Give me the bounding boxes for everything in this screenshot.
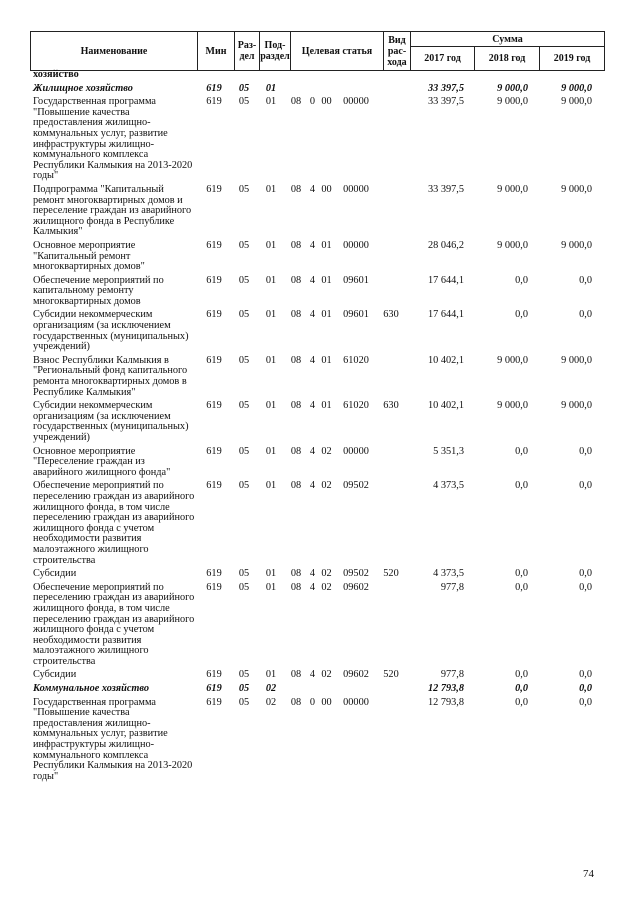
row-target-program: 08 (290, 480, 302, 492)
row-sum-2019: 0,0 (579, 445, 592, 457)
row-target-program: 08 (290, 669, 302, 681)
row-target-subprogram: 4 (309, 669, 316, 681)
header-2017: 2017 год (411, 47, 475, 71)
row-sum-2017: 4 373,5 (433, 568, 464, 580)
row-target-subprogram: 0 (309, 96, 316, 108)
row-sum-2018: 0,0 (515, 445, 528, 457)
header-min: Мин (198, 32, 235, 71)
row-target-direction: 00000 (343, 696, 369, 708)
header-razdel: Раз- дел (235, 32, 260, 71)
row-min: 619 (206, 309, 222, 321)
row-target-event: 02 (321, 568, 332, 580)
row-name: хозяйство (33, 69, 79, 80)
row-sum-2018: 9 000,0 (497, 354, 528, 366)
table-row (33, 356, 592, 401)
row-name: Подпрограмма "Капитальный ремонт многоквартирных домов и переселение граждан из аварийного жилищного фонда в Республике Калмыкия" (33, 183, 192, 238)
row-name: Коммунальное хозяйство (33, 683, 150, 695)
row-min: 619 (206, 568, 222, 580)
row-target-direction: 00000 (343, 183, 369, 195)
row-target-program: 08 (290, 274, 302, 286)
row-podrazdel: 02 (265, 696, 277, 708)
row-target-event: 02 (321, 669, 332, 681)
header-podrazdel: Под- раздел (260, 32, 291, 71)
row-expense-type (378, 70, 404, 84)
row-razdel: 05 (238, 683, 250, 695)
header-target: Целевая статья (291, 32, 384, 71)
row-sum-2018: 9 000,0 (497, 183, 528, 195)
row-min: 619 (206, 400, 222, 412)
row-target-subprogram (306, 84, 319, 98)
row-razdel: 05 (238, 354, 250, 366)
row-razdel: 05 (238, 669, 250, 681)
row-min (196, 70, 232, 84)
row-podrazdel: 01 (265, 581, 277, 593)
table-row (33, 97, 592, 185)
row-target-program (286, 70, 306, 84)
table-row (33, 185, 592, 241)
row-name: Основное мероприятие "Переселение граждан из аварийного жилищного фонда" (33, 445, 171, 478)
row-target-direction (334, 684, 378, 698)
row-sum-2017: 12 793,8 (427, 696, 464, 708)
table-row (33, 569, 592, 583)
row-target-event: 01 (321, 239, 332, 251)
row-sum-2018: 0,0 (515, 683, 528, 695)
row-sum-2019: 9 000,0 (561, 96, 592, 108)
row-min: 619 (206, 581, 222, 593)
row-sum-2019: 9 000,0 (561, 354, 592, 366)
row-name: Жилищное хозяйство (33, 82, 133, 94)
row-podrazdel: 01 (265, 445, 277, 457)
row-target-event: 00 (321, 696, 332, 708)
row-name: Государственная программа "Повышение качества предоставления жилищно-коммунальных услуг, развитие инфраструктуры жилищно-коммунального комплекса Республики Калмыкия на 2013-2020 годы" (33, 96, 193, 182)
row-sum-2019: 0,0 (579, 683, 592, 695)
row-target-subprogram: 4 (309, 274, 316, 286)
row-sum-2018: 0,0 (515, 669, 528, 681)
row-razdel: 05 (238, 82, 250, 94)
row-razdel: 05 (238, 480, 250, 492)
row-podrazdel: 01 (265, 274, 277, 286)
table-row (33, 241, 592, 276)
row-sum-2018: 0,0 (515, 568, 528, 580)
row-sum-2017: 5 351,3 (433, 445, 464, 457)
row-target-subprogram: 4 (309, 354, 316, 366)
header-vid: Вид рас- хода (384, 32, 411, 71)
row-expense-type (378, 185, 404, 241)
row-podrazdel: 01 (265, 480, 277, 492)
table-row (33, 447, 592, 482)
row-sum-2017: 12 793,8 (427, 683, 464, 695)
row-name: Обеспечение мероприятий по переселению граждан из аварийного жилищного фонда, в том числе переселению граждан из аварийного жилищного фонда с учетом необходимости развития малоэтажного жилищного строительства (33, 581, 195, 667)
row-razdel: 05 (238, 696, 250, 708)
row-expense-type (378, 684, 404, 698)
row-target-subprogram: 4 (309, 309, 316, 321)
row-razdel: 05 (238, 445, 250, 457)
table-row (33, 276, 592, 311)
row-target-direction (334, 70, 378, 84)
row-target-event (319, 70, 334, 84)
row-target-subprogram: 4 (309, 445, 316, 457)
row-sum-2017: 10 402,1 (427, 400, 464, 412)
row-sum-2019: 0,0 (579, 274, 592, 286)
row-target-event (319, 684, 334, 698)
row-expense-type (378, 447, 404, 482)
row-expense-type: 630 (383, 309, 399, 321)
row-target-program: 08 (290, 309, 302, 321)
row-target-subprogram (306, 684, 319, 698)
row-target-program: 08 (290, 354, 302, 366)
row-min: 619 (206, 354, 222, 366)
row-target-program: 08 (290, 400, 302, 412)
row-sum-2017 (404, 70, 464, 84)
row-razdel: 05 (238, 183, 250, 195)
row-target-event: 01 (321, 274, 332, 286)
row-target-program: 08 (290, 568, 302, 580)
row-target-program: 08 (290, 445, 302, 457)
header-name: Наименование (31, 32, 198, 71)
row-podrazdel: 01 (265, 400, 277, 412)
row-sum-2017: 17 644,1 (427, 309, 464, 321)
table-row (33, 583, 592, 671)
row-sum-2018: 0,0 (515, 480, 528, 492)
row-name: Основное мероприятие "Капитальный ремонт многоквартирных домов" (33, 239, 145, 273)
row-sum-2018: 0,0 (515, 581, 528, 593)
row-podrazdel: 01 (265, 183, 277, 195)
row-target-subprogram: 4 (309, 400, 316, 412)
table-row (33, 70, 592, 84)
row-sum-2017: 28 046,2 (427, 239, 464, 251)
row-target-direction: 00000 (343, 445, 369, 457)
row-podrazdel: 01 (265, 239, 277, 251)
row-sum-2017: 977,8 (440, 581, 464, 593)
row-target-direction: 09502 (343, 480, 369, 492)
row-min: 619 (206, 696, 222, 708)
table-row (33, 84, 592, 98)
row-sum-2019: 0,0 (579, 480, 592, 492)
row-target-subprogram: 4 (309, 480, 316, 492)
row-min: 619 (206, 82, 222, 94)
row-sum-2017: 33 397,5 (427, 96, 464, 108)
row-min: 619 (206, 183, 222, 195)
table-row (33, 310, 592, 355)
row-sum-2018: 9 000,0 (497, 400, 528, 412)
row-target-direction: 61020 (343, 400, 369, 412)
row-sum-2019: 9 000,0 (561, 82, 592, 94)
table-header (30, 31, 605, 71)
row-sum-2019: 9 000,0 (561, 183, 592, 195)
row-podrazdel: 01 (265, 568, 277, 580)
row-min: 619 (206, 480, 222, 492)
row-target-direction (334, 84, 378, 98)
row-sum-2019: 0,0 (579, 696, 592, 708)
table-row (33, 684, 592, 698)
row-expense-type (378, 356, 404, 401)
row-target-subprogram (306, 70, 319, 84)
table-row (33, 401, 592, 446)
row-expense-type (378, 276, 404, 311)
header-summa: Сумма (411, 32, 605, 47)
row-target-direction: 00000 (343, 239, 369, 251)
row-target-program (286, 684, 306, 698)
row-name: Субсидии некоммерческим организациям (за исключением государственных (муниципальных) учреждений) (33, 400, 189, 443)
row-expense-type: 520 (383, 568, 399, 580)
row-name: Обеспечение мероприятий по капитальному ремонту многоквартирных домов (33, 274, 164, 307)
header-2018: 2018 год (475, 47, 540, 71)
row-sum-2019: 0,0 (579, 309, 592, 321)
row-expense-type (378, 84, 404, 98)
row-razdel (232, 70, 256, 84)
row-sum-2018 (464, 70, 528, 84)
row-target-event: 00 (321, 183, 332, 195)
row-sum-2018: 9 000,0 (497, 82, 528, 94)
row-target-subprogram: 0 (309, 696, 316, 708)
row-name: Обеспечение мероприятий по переселению граждан из аварийного жилищного фонда, в том числе переселению граждан из аварийного жилищного фонда с учетом необходимости развития малоэтажного жилищного строительства (33, 480, 195, 566)
row-podrazdel: 02 (265, 683, 277, 695)
row-target-program (286, 84, 306, 98)
row-razdel: 05 (238, 400, 250, 412)
row-target-event: 02 (321, 581, 332, 593)
row-target-event: 00 (321, 96, 332, 108)
row-podrazdel: 01 (265, 669, 277, 681)
row-podrazdel: 01 (265, 309, 277, 321)
row-target-subprogram: 4 (309, 183, 316, 195)
row-target-program: 08 (290, 96, 302, 108)
row-target-program: 08 (290, 239, 302, 251)
row-razdel: 05 (238, 96, 250, 108)
row-expense-type (378, 97, 404, 185)
table-row (33, 481, 592, 569)
row-razdel: 05 (238, 309, 250, 321)
row-sum-2017: 33 397,5 (427, 183, 464, 195)
table-row (33, 698, 592, 786)
row-expense-type (378, 698, 404, 786)
row-target-program: 08 (290, 183, 302, 195)
row-sum-2017: 33 397,5 (427, 82, 464, 94)
row-sum-2017: 4 373,5 (433, 480, 464, 492)
row-sum-2017: 977,8 (440, 669, 464, 681)
row-sum-2017: 10 402,1 (427, 354, 464, 366)
row-podrazdel: 01 (265, 82, 277, 94)
row-podrazdel: 01 (265, 96, 277, 108)
row-name: Субсидии некоммерческим организациям (за исключением государственных (муниципальных) учреждений) (33, 309, 189, 353)
row-name: Субсидии (33, 568, 77, 580)
row-sum-2019: 0,0 (579, 669, 592, 681)
row-name: Взнос Республики Калмыкия в "Региональный фонд капитального ремонта многоквартирных домов в Республике Калмыкия" (33, 354, 188, 398)
row-target-direction: 00000 (343, 96, 369, 108)
row-min: 619 (206, 274, 222, 286)
row-expense-type (378, 481, 404, 569)
row-razdel: 05 (238, 581, 250, 593)
row-min: 619 (206, 669, 222, 681)
row-target-direction: 09601 (343, 309, 369, 321)
row-target-event: 01 (321, 309, 332, 321)
row-sum-2019: 9 000,0 (561, 400, 592, 412)
row-min: 619 (206, 683, 222, 695)
row-min: 619 (206, 239, 222, 251)
row-expense-type (378, 241, 404, 276)
row-sum-2018: 0,0 (515, 309, 528, 321)
row-expense-type (378, 583, 404, 671)
header-2019: 2019 год (540, 47, 605, 71)
row-sum-2018: 0,0 (515, 696, 528, 708)
row-expense-type: 630 (383, 400, 399, 412)
row-razdel: 05 (238, 239, 250, 251)
row-min: 619 (206, 445, 222, 457)
budget-table (33, 70, 592, 785)
row-target-program: 08 (290, 581, 302, 593)
row-target-subprogram: 4 (309, 568, 316, 580)
row-target-event: 02 (321, 480, 332, 492)
row-podrazdel (256, 70, 286, 84)
row-expense-type: 520 (383, 669, 399, 681)
row-target-subprogram: 4 (309, 581, 316, 593)
row-min: 619 (206, 96, 222, 108)
row-sum-2019: 0,0 (579, 568, 592, 580)
row-target-event: 01 (321, 400, 332, 412)
table-row (33, 670, 592, 684)
row-sum-2019: 9 000,0 (561, 239, 592, 251)
row-sum-2018: 9 000,0 (497, 96, 528, 108)
row-razdel: 05 (238, 274, 250, 286)
row-target-event (319, 84, 334, 98)
row-target-program: 08 (290, 696, 302, 708)
row-razdel: 05 (238, 568, 250, 580)
row-target-event: 02 (321, 445, 332, 457)
row-target-direction: 09602 (343, 581, 369, 593)
row-target-direction: 61020 (343, 354, 369, 366)
row-sum-2017: 17 644,1 (427, 274, 464, 286)
row-podrazdel: 01 (265, 354, 277, 366)
row-sum-2019: 0,0 (579, 581, 592, 593)
row-sum-2019 (528, 70, 592, 84)
row-sum-2018: 0,0 (515, 274, 528, 286)
row-target-direction: 09602 (343, 669, 369, 681)
row-target-subprogram: 4 (309, 239, 316, 251)
row-target-direction: 09601 (343, 274, 369, 286)
row-name: Государственная программа "Повышение качества предоставления жилищно-коммунальных услуг, развитие инфраструктуры жилищно-коммунального комплекса Республики Калмыкия на 2013-2020 годы" (33, 696, 193, 782)
row-target-direction: 09502 (343, 568, 369, 580)
row-sum-2018: 9 000,0 (497, 239, 528, 251)
row-name: Субсидии (33, 669, 77, 681)
row-target-event: 01 (321, 354, 332, 366)
page-number: 74 (583, 868, 594, 880)
